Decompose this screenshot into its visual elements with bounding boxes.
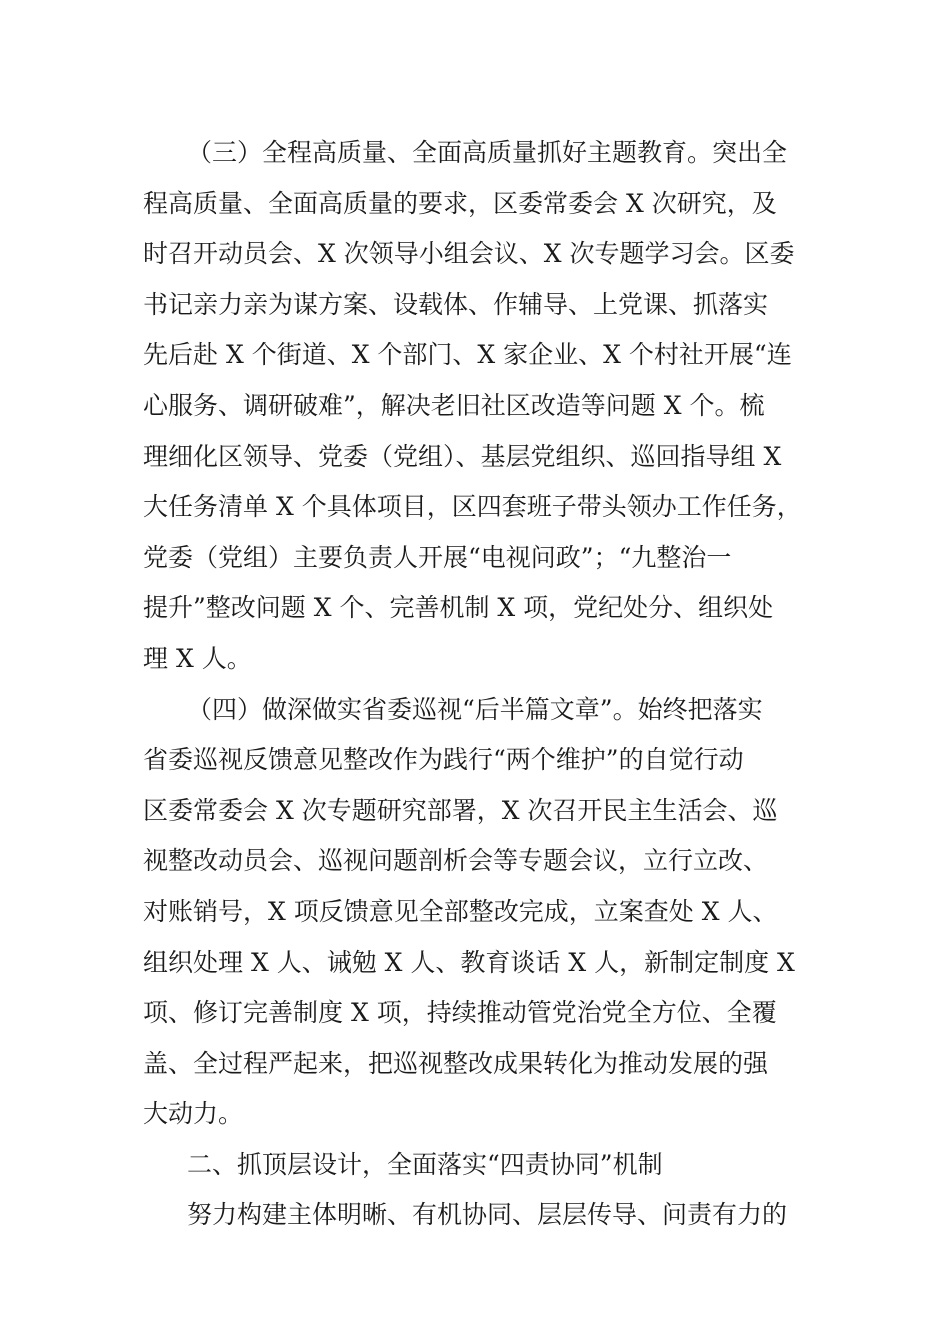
- paragraph-3-line-7: 理细化区领导、党委（党组）、基层党组织、巡回指导组 X: [143, 441, 782, 471]
- paragraph-4-line-8: 盖、全过程严起来，把巡视整改成果转化为推动发展的强: [143, 1048, 769, 1078]
- paragraph-4-line-4: 视整改动员会、巡视问题剖析会等专题会议，立行立改、: [143, 846, 769, 876]
- paragraph-3-line-3: 时召开动员会、X 次领导小组会议、X 次专题学习会。区委: [143, 239, 795, 269]
- paragraph-4-line-6: 组织处理 X 人、诫勉 X 人、教育谈话 X 人，新制定制度 X: [143, 947, 795, 977]
- paragraph-4-line-5: 对账销号，X 项反馈意见全部整改完成，立案查处 X 人、: [143, 896, 778, 926]
- paragraph-3-line-4: 书记亲力亲为谋方案、设载体、作辅导、上党课、抓落实: [143, 289, 769, 319]
- paragraph-3-line-11: 理 X 人。: [143, 643, 252, 673]
- paragraph-3-line-6: 心服务、调研破难”，解决老旧社区改造等问题 X 个。梳: [143, 390, 765, 420]
- paragraph-4-line-9: 大动力。: [143, 1099, 244, 1129]
- paragraph-3-line-9: 党委（党组）主要负责人开展“电视问政”；“九整治一: [143, 542, 732, 572]
- section-heading-2: 二、抓顶层设计，全面落实“四责协同”机制: [187, 1149, 663, 1179]
- paragraph-3-line-10: 提升”整改问题 X 个、完善机制 X 项，党纪处分、组织处: [143, 593, 774, 623]
- paragraph-4-line-2: 省委巡视反馈意见整改作为践行“两个维护”的自觉行动: [143, 745, 744, 775]
- paragraph-3-line-5: 先后赴 X 个街道、X 个部门、X 家企业、X 个村社开展“连: [143, 340, 792, 370]
- paragraph-3-line-8: 大任务清单 X 个具体项目，区四套班子带头领办工作任务，: [143, 492, 802, 522]
- paragraph-3-line-1: （三）全程高质量、全面高质量抓好主题教育。突出全: [187, 138, 788, 167]
- paragraph-4-line-1: （四）做深做实省委巡视“后半篇文章”。始终把落实: [187, 694, 763, 724]
- section-2-paragraph-line-1: 努力构建主体明晰、有机协同、层层传导、问责有力的: [187, 1200, 788, 1230]
- paragraph-3-line-2: 程高质量、全面高质量的要求，区委常委会 X 次研究，及: [143, 188, 777, 218]
- paragraph-4-line-3: 区委常委会 X 次专题研究部署，X 次召开民主生活会、巡: [143, 795, 778, 825]
- paragraph-4-line-7: 项、修订完善制度 X 项，持续推动管党治党全方位、全覆: [143, 998, 777, 1028]
- document-body: [143, 128, 823, 1241]
